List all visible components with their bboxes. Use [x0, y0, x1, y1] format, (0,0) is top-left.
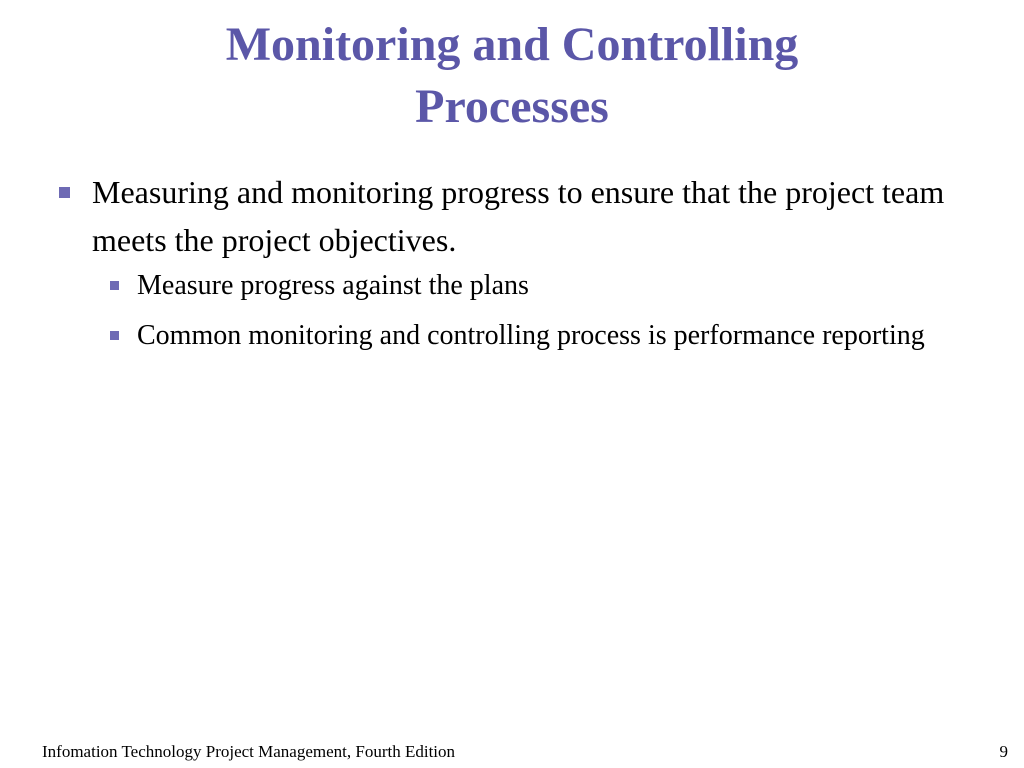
slide-title-line-2: Processes — [415, 80, 609, 133]
slide-title-line-1: Monitoring and Controlling — [225, 18, 799, 71]
slide-footer: Infomation Technology Project Management, Fourth Edition — [42, 742, 456, 761]
square-bullet-icon — [59, 187, 70, 198]
slide-title — [60, 14, 964, 138]
bullet-text: Measuring and monitoring progress to ensure that the project team meets the project objectives. — [92, 174, 945, 258]
sub-bullet-item — [137, 314, 937, 358]
sub-bullet-item — [137, 264, 937, 308]
page-number: 9 — [999, 742, 1008, 761]
bullet-item — [92, 168, 972, 358]
sub-bullet-text: Common monitoring and controlling process is performance reporting — [137, 320, 925, 351]
square-bullet-icon — [110, 281, 119, 290]
square-bullet-icon — [110, 331, 119, 340]
sub-bullet-text: Measure progress against the plans — [137, 270, 529, 301]
sub-bullet-list — [0, 264, 972, 358]
bullet-list — [0, 168, 1024, 358]
